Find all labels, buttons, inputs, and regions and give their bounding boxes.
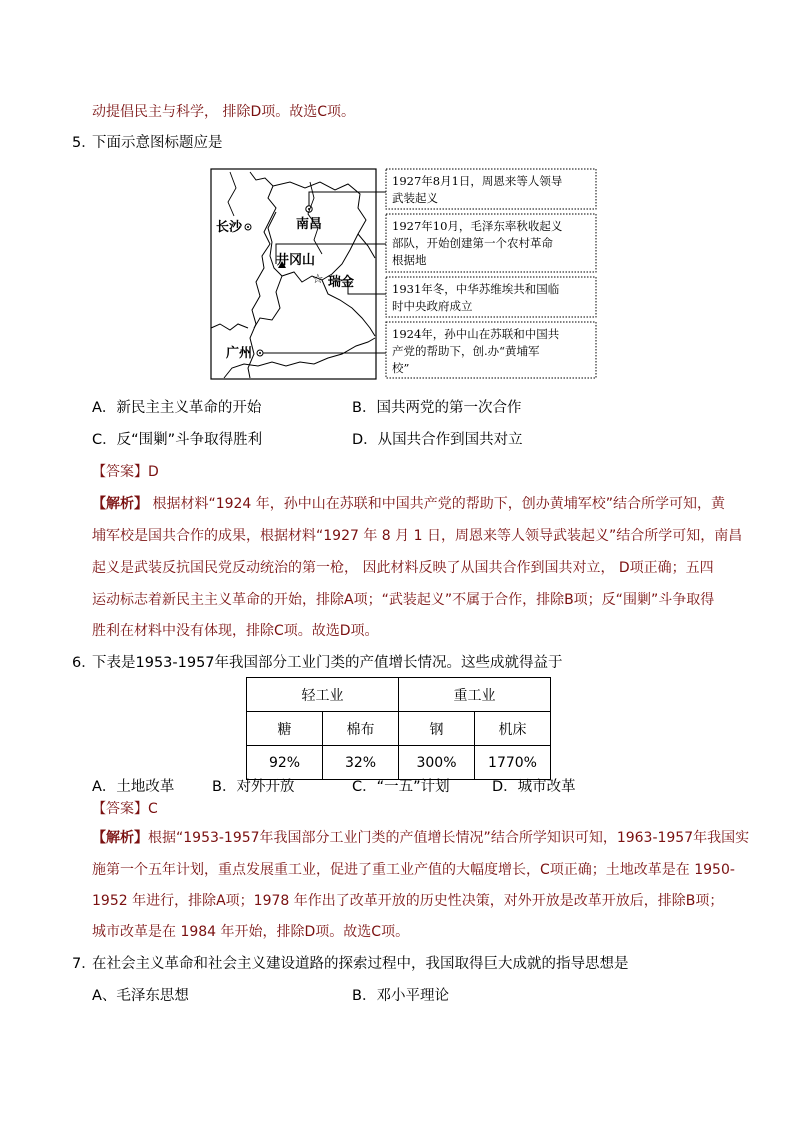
q6-analysis-text-1: 根据“1953-1957年我国部分工业门类的产值增长情况”结合所学知识可知，1963-1957年我国实 bbox=[148, 830, 750, 846]
q6-answer-value: C bbox=[148, 801, 158, 817]
note-1-line-1: 1927年8月1日，周恩来等人领导 bbox=[392, 174, 563, 188]
table-item-sugar: 糖 bbox=[247, 712, 323, 746]
q6-option-b[interactable]: B．对外开放 bbox=[212, 779, 295, 795]
label-jinggangshan: 井冈山 bbox=[276, 253, 316, 268]
note-4-line-3: 校” bbox=[392, 361, 410, 375]
table-value-cotton: 32% bbox=[323, 746, 399, 780]
q5-answer-label: 【答案】 bbox=[92, 464, 148, 480]
note-2-line-2: 部队，开始创建第一个农村革命 bbox=[392, 236, 553, 250]
q7-option-a[interactable]: A、毛泽东思想 bbox=[92, 988, 189, 1004]
q7-option-b[interactable]: B．邓小平理论 bbox=[352, 988, 449, 1004]
question-7-stem: 在社会主义革命和社会主义建设道路的探索过程中，我国取得巨大成就的指导思想是 bbox=[92, 956, 629, 972]
note-2-line-3: 根据地 bbox=[392, 253, 427, 267]
q5-option-c[interactable]: C．反“围剿”斗争取得胜利 bbox=[92, 432, 263, 448]
question-6-stem: 下表是1953-1957年我国部分工业门类的产值增长情况。这些成就得益于 bbox=[92, 655, 563, 671]
q5-analysis-text-1: 根据材料“1924 年，孙中山在苏联和中国共产党的帮助下，创办黄埔军校”结合所学可知，黄 bbox=[148, 496, 726, 512]
q5-answer bbox=[92, 463, 159, 481]
table-group-heavy: 重工业 bbox=[399, 678, 551, 712]
table-item-cotton: 棉布 bbox=[323, 712, 399, 746]
table-group-light: 轻工业 bbox=[247, 678, 399, 712]
q5-analysis-line-4: 运动标志着新民主主义革命的开始，排除A项；“武装起义”不属于合作，排除B项；反“围剿”斗争取得 bbox=[92, 592, 715, 608]
label-changsha: 长沙 bbox=[216, 220, 243, 235]
question-7-number: 7． bbox=[72, 956, 96, 972]
note-4-line-1: 1924年，孙中山在苏联和中国共 bbox=[392, 327, 560, 341]
ruijin-marker: ☆ bbox=[312, 272, 324, 287]
table-row bbox=[247, 678, 551, 712]
note-3-line-2: 时中央政府成立 bbox=[392, 299, 473, 313]
q5-answer-value: D bbox=[148, 464, 159, 480]
label-ruijin: 瑞金 bbox=[328, 275, 355, 290]
note-3-line-1: 1931年冬，中华苏维埃共和国临 bbox=[392, 282, 560, 296]
table-value-sugar: 92% bbox=[247, 746, 323, 780]
q6-analysis-line-1 bbox=[92, 829, 749, 847]
table-item-machine: 机床 bbox=[475, 712, 551, 746]
production-table bbox=[246, 677, 551, 780]
continuation-line: 动提倡民主与科学， 排除D项。故选C项。 bbox=[92, 104, 356, 120]
q5-option-a[interactable]: A．新民主主义革命的开始 bbox=[92, 400, 262, 416]
label-guangzhou: 广州 bbox=[226, 346, 253, 361]
q6-answer-label: 【答案】 bbox=[92, 801, 148, 817]
q6-answer bbox=[92, 800, 158, 818]
table-row bbox=[247, 746, 551, 780]
table-value-steel: 300% bbox=[399, 746, 475, 780]
question-6-number: 6． bbox=[72, 655, 96, 671]
q5-option-b[interactable]: B．国共两党的第一次合作 bbox=[352, 400, 522, 416]
q6-option-a[interactable]: A．土地改革 bbox=[92, 779, 175, 795]
q5-analysis-line-2: 埔军校是国共合作的成果，根据材料“1927 年 8 月 1 日，周恩来等人领导武装起义”结合所学可知，南昌 bbox=[92, 528, 743, 544]
q5-analysis-line-5: 胜利在材料中没有体现，排除C项。故选D项。 bbox=[92, 623, 379, 639]
label-nanchang: 南昌 bbox=[296, 217, 323, 232]
q5-analysis-line-3: 起义是武装反抗国民党反动统治的第一枪， 因此材料反映了从国共合作到国共对立， D项正确；五四 bbox=[92, 560, 714, 576]
q6-analysis-line-3: 1952 年进行，排除A项；1978 年作出了改革开放的历史性决策，对外开放是改革开放后，排除B项； bbox=[92, 893, 724, 909]
note-4-line-2: 产党的帮助下，创.办“黄埔军 bbox=[392, 344, 540, 358]
q5-option-d[interactable]: D．从国共合作到国共对立 bbox=[352, 432, 523, 448]
q6-option-c[interactable]: C．“一五”计划 bbox=[352, 779, 450, 795]
table-value-machine: 1770% bbox=[475, 746, 551, 780]
question-5-number: 5． bbox=[72, 135, 96, 151]
q6-analysis-label: 【解析】 bbox=[92, 830, 148, 846]
table-row bbox=[247, 712, 551, 746]
table-item-steel: 钢 bbox=[399, 712, 475, 746]
revolution-map bbox=[210, 168, 605, 380]
q5-analysis-line-1 bbox=[92, 495, 725, 513]
q5-analysis-label: 【解析】 bbox=[92, 496, 148, 512]
q6-option-d[interactable]: D．城市改革 bbox=[492, 779, 576, 795]
note-2-line-1: 1927年10月，毛泽东率秋收起义 bbox=[392, 219, 563, 233]
question-5-stem: 下面示意图标题应是 bbox=[92, 135, 223, 151]
note-1-line-2: 武装起义 bbox=[392, 191, 438, 205]
q6-analysis-line-2: 施第一个五年计划，重点发展重工业，促进了重工业产值的大幅度增长，C项正确；土地改革是在 1950- bbox=[92, 862, 735, 878]
q6-analysis-line-4: 城市改革是在 1984 年开始，排除D项。故选C项。 bbox=[92, 924, 410, 940]
